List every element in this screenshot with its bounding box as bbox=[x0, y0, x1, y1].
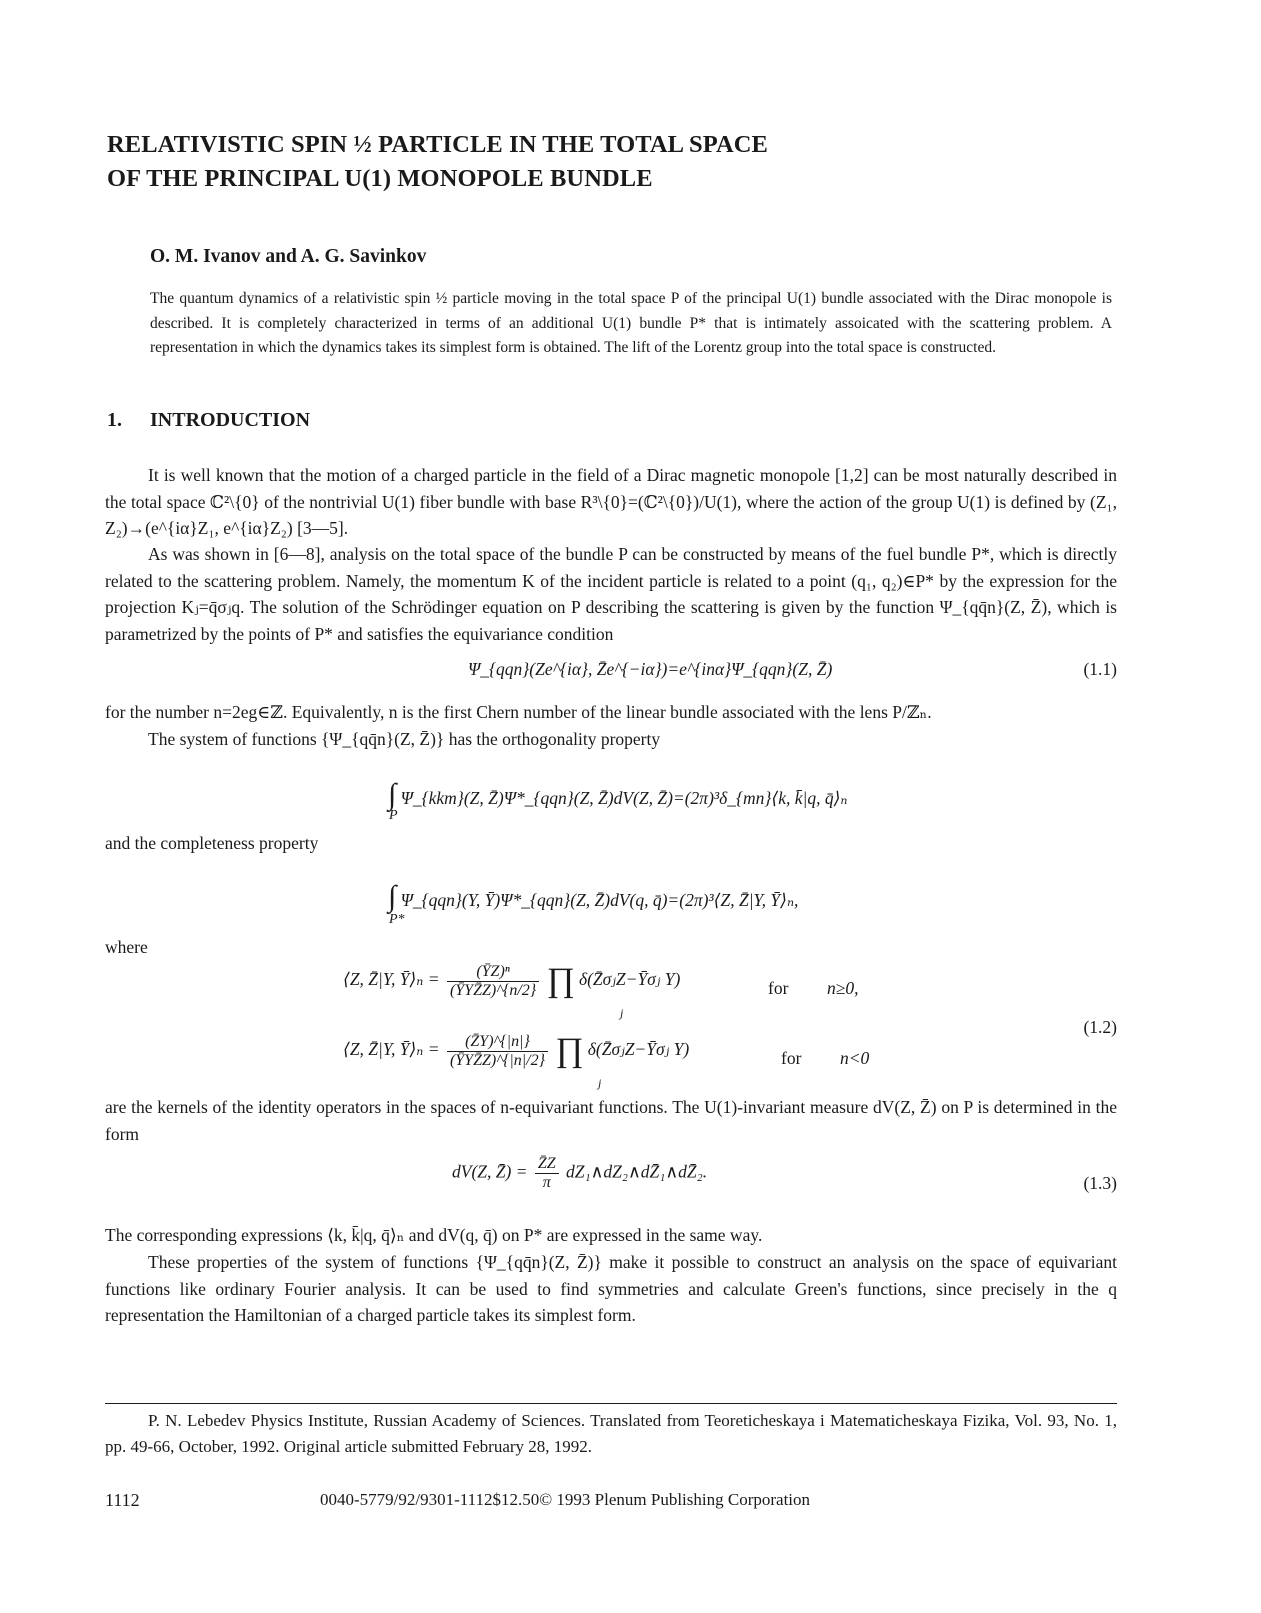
eq13-rhs: dZ₁∧dZ₂∧dZ̄₁∧dZ̄₂. bbox=[566, 1161, 708, 1182]
equation-1-1: Ψ_{qqn}(Ze^{iα}, Z̄e^{−iα})=e^{inα}Ψ_{qqn}(Z, Z̄) bbox=[468, 659, 833, 679]
equation-number-1-1: (1.1) bbox=[1083, 659, 1117, 679]
section-heading bbox=[107, 409, 310, 432]
paragraph-2: As was shown in [6—8], analysis on the total space of the bundle P can be constructed by means of the fuel bundle P*, which is directly related to the scattering problem. Namely, the momentum K of the incident particle is related to a point (q₁, q₂)∈P* by the expression for the projection Kⱼ=q̄σⱼq. The solution of the Schrödinger equation on P describing the scattering is given by the function Ψ_{qq̄n}(Z, Z̄), which is parametrized by the points of P* and satisfies the equivariance condition bbox=[105, 544, 1117, 644]
paragraph-3: for the number n=2eg∈ℤ. Equivalently, n is the first Chern number of the linear bundle associated with the lens P/ℤₙ. bbox=[105, 702, 932, 722]
eq13-denominator: π bbox=[542, 1174, 551, 1191]
page-number: 1112 bbox=[105, 1490, 140, 1510]
integral-sign: ∫ bbox=[388, 778, 397, 811]
eq12b-numerator: (Z̄Y)^{|n|} bbox=[447, 1033, 548, 1052]
abstract: The quantum dynamics of a relativistic spin ½ particle moving in the total space P of the principal U(1) bundle associated with the Dirac monopole is described. It is completely characterized in terms of an additional U(1) bundle P* that is intimately assoicated with the scattering problem. A representation in which the dynamics takes its simplest form is obtained. The lift of the Lorentz group into the total space is constructed. bbox=[150, 290, 1112, 356]
eq13-fraction bbox=[535, 1155, 559, 1192]
eq13-numerator: Z̄Z bbox=[535, 1155, 559, 1174]
eq13-lhs: dV(Z, Z̄) = bbox=[452, 1161, 528, 1182]
product-sign: ∏ bbox=[555, 1032, 584, 1069]
completeness-domain: P* bbox=[389, 912, 405, 927]
section-title: INTRODUCTION bbox=[150, 409, 311, 431]
equation-1-2-b bbox=[343, 1032, 689, 1070]
product-sign: ∏ bbox=[546, 962, 575, 999]
completeness-equation bbox=[388, 880, 798, 914]
eq12a-condition: n≥0, bbox=[827, 978, 859, 998]
eq12a-fraction bbox=[447, 963, 539, 1000]
eq12b-product-index: j bbox=[598, 1076, 602, 1090]
completeness-body: Ψ_{qqn}(Y, Ȳ)Ψ*_{qqn}(Z, Z̄)dV(q, q̄)=(2π)³⟨Z, Z̄|Y, Ȳ⟩ₙ, bbox=[400, 890, 799, 910]
section-number: 1. bbox=[107, 409, 122, 431]
eq12a-for: for bbox=[768, 978, 789, 998]
equation-number-1-2: (1.2) bbox=[1083, 1017, 1117, 1037]
eq12b-fraction bbox=[447, 1033, 548, 1070]
equation-1-2-a bbox=[343, 962, 680, 1000]
integral-sign: ∫ bbox=[388, 880, 397, 913]
eq12a-denominator: (ȲYZ̄Z)^{n/2} bbox=[449, 981, 537, 999]
eq12b-lhs: ⟨Z, Z̄|Y, Ȳ⟩ₙ = bbox=[343, 1039, 440, 1060]
equation-number-1-3: (1.3) bbox=[1083, 1173, 1117, 1193]
paragraph-7: are the kernels of the identity operators in the spaces of n-equivariant functions. The U(1)-invariant measure dV(Z, Z̄) on P is determined in the form bbox=[105, 1097, 1117, 1144]
orthogonality-body: Ψ_{kkm}(Z, Z̄)Ψ*_{qqn}(Z, Z̄)dV(Z, Z̄)=(2π)³δ_{mn}⟨k, k̄|q, q̄⟩ₙ bbox=[400, 788, 848, 808]
orthogonality-domain: P bbox=[389, 808, 398, 823]
eq12b-condition: n<0 bbox=[840, 1048, 870, 1068]
footnote-rule bbox=[105, 1403, 1117, 1404]
authors: O. M. Ivanov and A. G. Savinkov bbox=[150, 246, 427, 267]
eq12a-product-index: j bbox=[620, 1006, 624, 1020]
eq12b-denominator: (ȲYZ̄Z)^{|n|/2} bbox=[449, 1051, 545, 1069]
title-line-2: OF THE PRINCIPAL U(1) MONOPOLE BUNDLE bbox=[107, 165, 653, 192]
eq12a-lhs: ⟨Z, Z̄|Y, Ȳ⟩ₙ = bbox=[343, 969, 440, 990]
eq12a-rhs: δ(Z̄σⱼZ−Ȳσⱼ Y) bbox=[578, 969, 681, 990]
paragraph-1: It is well known that the motion of a charged particle in the field of a Dirac magnetic monopole [1,2] can be most naturally described in the total space ℂ²\{0} of the nontrivial U(1) fiber bundle with base R³\{0}=(ℂ²\{0})/U(1), where the action of the group U(1) is defined by (Z₁, Z₂)→(e^{iα}Z₁, e^{iα}Z₂) [3—5]. bbox=[105, 465, 1117, 538]
paragraph-8: The corresponding expressions ⟨k, k̄|q, q̄⟩ₙ and dV(q, q̄) on P* are expressed in the same way. bbox=[105, 1225, 763, 1245]
eq12b-rhs: δ(Z̄σⱼZ−Ȳσⱼ Y) bbox=[587, 1039, 690, 1060]
issn-line: 0040-5779/92/9301-1112$12.50© 1993 Plenum Publishing Corporation bbox=[320, 1490, 811, 1509]
paragraph-5: and the completeness property bbox=[105, 833, 319, 853]
paragraph-6: where bbox=[105, 937, 148, 957]
paragraph-9: These properties of the system of functions {Ψ_{qq̄n}(Z, Z̄)} make it possible to construct an analysis on the space of equivariant functions like ordinary Fourier analysis. It can be used to find symmetries and calculate Green's functions, since precisely in the q representation the Hamiltonian of a charged particle takes its simplest form. bbox=[105, 1252, 1117, 1325]
eq12a-numerator: (ȲZ)ⁿ bbox=[447, 963, 539, 982]
paragraph-4: The system of functions {Ψ_{qq̄n}(Z, Z̄)} has the orthogonality property bbox=[148, 729, 661, 749]
footnote: P. N. Lebedev Physics Institute, Russian Academy of Sciences. Translated from Teoreticheskaya i Matematicheskaya Fizika, Vol. 93, No. 1, pp. 49-66, October, 1992. Original article submitted February 28, 1992. bbox=[105, 1411, 1117, 1456]
title-line-1: RELATIVISTIC SPIN ½ PARTICLE IN THE TOTAL SPACE bbox=[107, 131, 768, 158]
orthogonality-equation bbox=[388, 778, 848, 812]
eq12b-for: for bbox=[781, 1048, 802, 1068]
equation-1-3 bbox=[452, 1155, 707, 1192]
paper-title bbox=[107, 128, 768, 196]
